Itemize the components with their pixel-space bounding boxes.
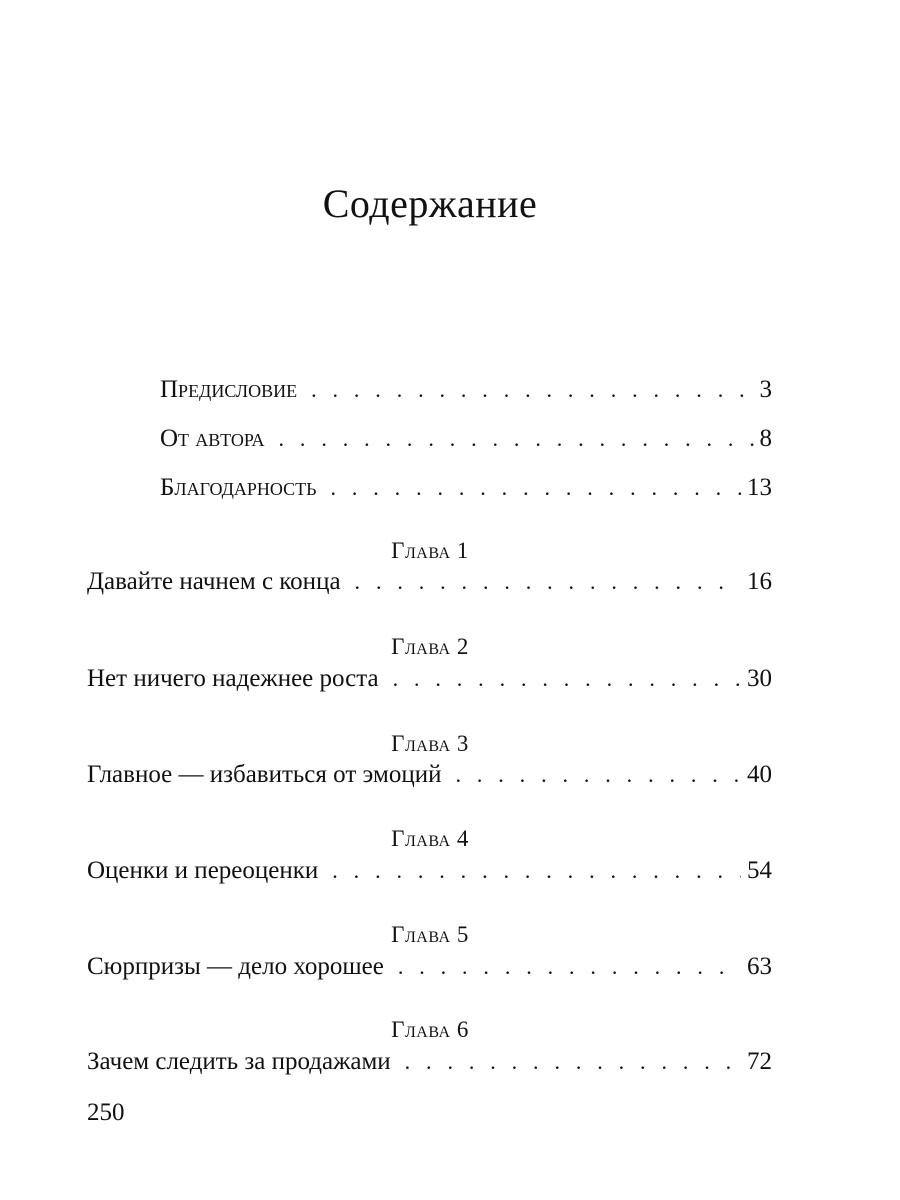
chapter-heading: Глава 5 bbox=[391, 922, 469, 947]
toc-page-number: 54 bbox=[747, 857, 772, 884]
toc-entry-chapter-5[interactable] bbox=[87, 951, 772, 983]
dot-leader bbox=[405, 1046, 741, 1078]
toc-page-number: 63 bbox=[747, 953, 772, 980]
chapter-heading: Глава 1 bbox=[391, 538, 469, 563]
dot-leader bbox=[330, 472, 741, 504]
toc-entry-chapter-6[interactable] bbox=[87, 1046, 772, 1078]
page-title: Содержание bbox=[322, 181, 538, 226]
toc-entry-preface[interactable] bbox=[160, 374, 772, 406]
dot-leader bbox=[279, 423, 754, 455]
toc-entry-chapter-2[interactable] bbox=[87, 663, 772, 695]
toc-entry-chapter-3[interactable] bbox=[87, 759, 772, 791]
dot-leader bbox=[393, 663, 741, 695]
chapter-heading: Глава 4 bbox=[391, 826, 469, 851]
toc-entry-label: Нет ничего надежнее роста bbox=[87, 665, 379, 692]
toc-page-number: 40 bbox=[747, 761, 772, 788]
toc-entry-chapter-4[interactable] bbox=[87, 855, 772, 887]
dot-leader bbox=[455, 759, 741, 791]
chapter-heading: Глава 3 bbox=[391, 731, 469, 756]
toc-page-number: 8 bbox=[759, 425, 772, 452]
toc-page-number: 3 bbox=[759, 376, 772, 403]
dot-leader bbox=[311, 374, 753, 406]
toc-entry-label: От автора bbox=[160, 425, 265, 452]
toc-entry-from-author[interactable] bbox=[160, 423, 772, 455]
toc-page-number: 13 bbox=[747, 474, 772, 501]
dot-leader bbox=[355, 566, 741, 598]
toc-page-number: 30 bbox=[747, 665, 772, 692]
chapter-heading: Глава 2 bbox=[391, 634, 469, 659]
toc-entry-label: Предисловие bbox=[160, 376, 298, 403]
toc-entry-label: Благодарность bbox=[160, 474, 317, 501]
toc-entry-label: Оценки и переоценки bbox=[87, 857, 319, 884]
toc-entry-acknowledgements[interactable] bbox=[160, 472, 772, 504]
toc-entry-label: Зачем следить за продажами bbox=[87, 1048, 391, 1075]
toc-entry-chapter-1[interactable] bbox=[87, 566, 772, 598]
page-folio-number: 250 bbox=[87, 1099, 125, 1126]
chapter-heading: Глава 6 bbox=[391, 1017, 469, 1042]
dot-leader bbox=[332, 855, 741, 887]
toc-entry-label: Давайте начнем с конца bbox=[87, 568, 341, 595]
toc-page-number: 16 bbox=[747, 568, 772, 595]
toc-entry-label: Сюрпризы — дело хорошее bbox=[87, 953, 384, 980]
toc-page-number: 72 bbox=[747, 1048, 772, 1075]
toc-entry-label: Главное — избавиться от эмоций bbox=[87, 761, 442, 788]
dot-leader bbox=[398, 951, 741, 983]
